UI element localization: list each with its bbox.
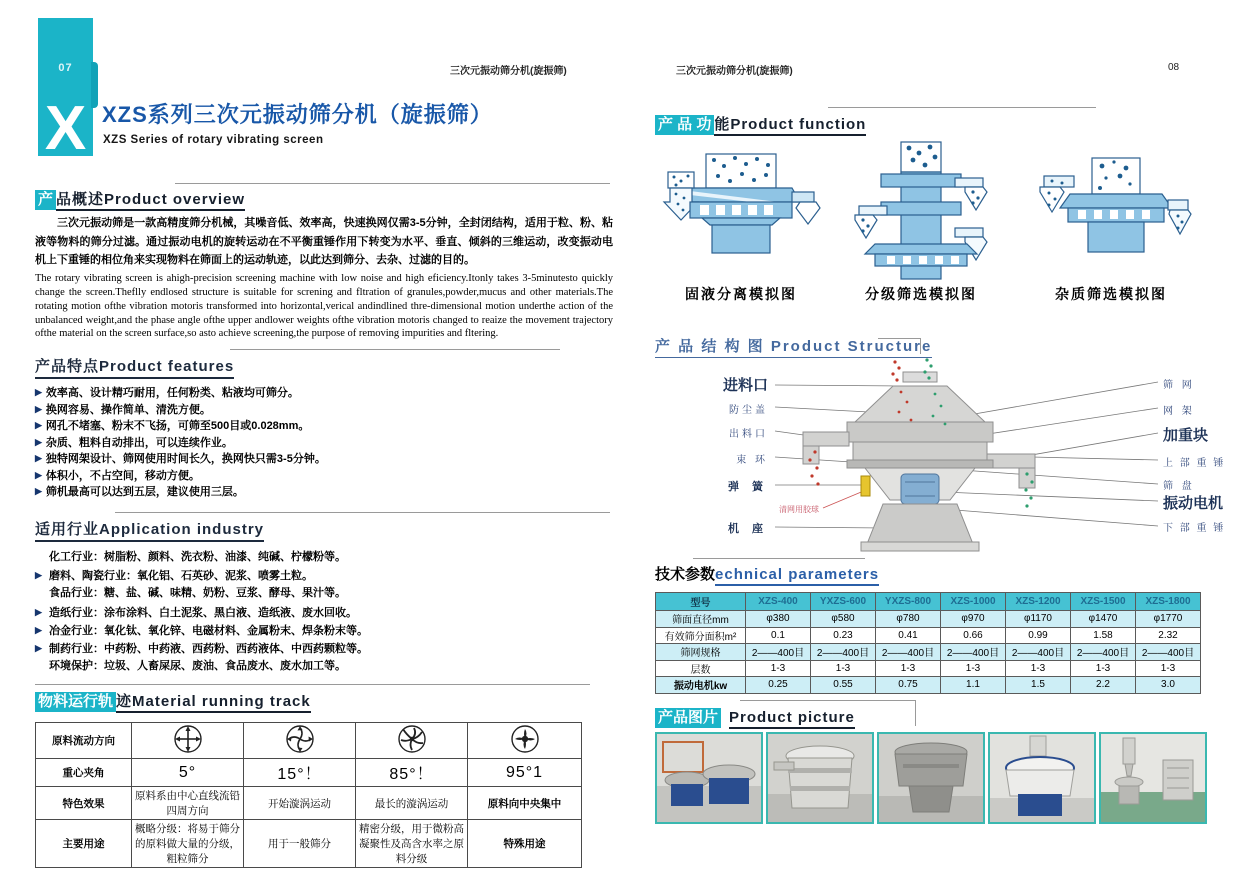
industry-item: ▶ 磨料、陶瓷行业：氧化铝、石英砂、泥浆、喷雾土粒。 [35, 566, 368, 584]
industry-item: 环境保护：垃圾、人畜屎尿、废油、食品废水、废水加工等。 [49, 660, 346, 673]
table-row: 原料流动方向 [36, 723, 582, 759]
table-row: 特色效果 原料系由中心直线流铅四周方向 开始漩涡运动 最长的漩涡运动 原料向中央集中 [36, 787, 582, 820]
industry-item: 食品行业：糖、盐、碱、味精、奶粉、豆浆、酵母、果汁等。 [49, 587, 346, 600]
structure-diagram [655, 358, 1226, 566]
feature-item: ▶ 筛机最高可以达到五层，建议使用三层。 [35, 486, 244, 498]
page-number-left: 07 [58, 62, 73, 74]
diagram-caption: 分级筛选模拟图 [865, 286, 977, 302]
triangle-bullet-icon: ▶ [35, 642, 42, 653]
feature-item: ▶ 网孔不堵塞、粉末不飞扬，可筛至500目或0.028mm。 [35, 420, 310, 432]
triangle-bullet-icon: ▶ [35, 469, 42, 480]
product-photo [877, 732, 985, 824]
structure-label: 下 部 重 锤 [1163, 523, 1226, 534]
section-pictures-heading: 产品图片 Product picture [655, 706, 855, 727]
divider [175, 183, 610, 184]
divider [115, 512, 610, 513]
structure-label: 机 座 [727, 523, 768, 535]
structure-label: 弹 簧 [727, 481, 768, 493]
divider [230, 349, 560, 350]
table-row: 重心夹角 5° 15°！ 85°！ 95°1 [36, 759, 582, 787]
table-row: 有效筛分面积m² 0.1 0.23 0.41 0.66 0.99 1.58 2.32 [656, 627, 1201, 644]
section-industry-heading: 适用行业Application industry [35, 518, 264, 542]
product-photo [988, 732, 1096, 824]
industry-item: ▶ 造纸行业：涂布涂料、白土泥浆、黑白液、造纸液、废水回收。 [35, 603, 368, 621]
divider [740, 700, 915, 701]
structure-label: 束 环 [736, 455, 768, 466]
technical-parameters-table [655, 592, 1201, 694]
product-photo [766, 732, 874, 824]
structure-red-note: 清网用胶球 [779, 505, 819, 514]
structure-label: 筛 盘 [1163, 481, 1195, 492]
heading-highlight: 产 品 功 [655, 115, 714, 135]
heading-en: echnical parameters [715, 566, 879, 586]
solid-liquid-separation-diagram [660, 146, 822, 274]
section-overview-heading: 产 品概述Product overview [35, 188, 245, 209]
structure-label: 筛 网 [1163, 380, 1195, 391]
triangle-bullet-icon: ▶ [35, 436, 42, 447]
running-head-right: 三次元振动筛分机(旋振筛) [676, 66, 793, 77]
heading-highlight: 产品图片 [655, 708, 721, 728]
table-row: 筛面直径mm φ380 φ580 φ780 φ970 φ1170 φ1470 φ1770 [656, 611, 1201, 628]
running-head-left: 三次元振动筛分机(旋振筛) [450, 66, 567, 77]
heading-highlight: 产 [35, 190, 56, 210]
brand-block [38, 18, 93, 163]
feature-item: ▶ 独特网架设计、筛网使用时间长久，换网快只需3-5分钟。 [35, 453, 326, 465]
structure-label: 加重块 [1163, 427, 1209, 444]
table-row: 层数 1-3 1-3 1-3 1-3 1-3 1-3 1-3 [656, 660, 1201, 677]
overview-cn-paragraph: 三次元振动筛是一款高精度筛分机械，其噪音低、效率高，快速换网仅需3-5分钟，全封闭结构，适用于粒、粉、粘液等物料的筛分过滤。通过振动电机的旋转运动在不平衡重锤作用下转变为水平、垂直、倾斜的三维运动，改变振动电机上下重锤的相位角来实现物料在筛面上的运动轨迹，以此达到筛分、去杂、过滤的目的。 [35, 217, 613, 267]
product-photo [1099, 732, 1207, 824]
section-features-heading: 产品特点Product features [35, 355, 234, 379]
triangle-bullet-icon: ▶ [35, 624, 42, 635]
feature-item: ▶ 效率高、设计精巧耐用，任何粉类、粘液均可筛分。 [35, 387, 299, 399]
structure-label: 振动电机 [1163, 495, 1224, 512]
table-row: 主要用途 概略分级：将易于筛分的原料做大量的分级，粗粒筛分 用于一般筛分 精密分级，用于微粉高凝聚性及高含水率之原料分级 特殊用途 [36, 820, 582, 868]
product-photo [655, 732, 763, 824]
swirl-center-icon [510, 724, 540, 754]
heading-bracket [878, 338, 921, 354]
triangle-bullet-icon: ▶ [35, 570, 42, 581]
triangle-bullet-icon: ▶ [35, 387, 42, 397]
diagram-caption: 杂质筛选模拟图 [1055, 286, 1167, 302]
swirl-6-icon [397, 724, 427, 754]
triangle-bullet-icon: ▶ [35, 606, 42, 617]
table-row: 振动电机kw 0.25 0.55 0.75 1.1 1.5 2.2 3.0 [656, 677, 1201, 694]
page-number-right: 08 [1168, 62, 1180, 73]
divider-tick [915, 700, 916, 726]
brand-tab [91, 62, 98, 108]
structure-label: 网 架 [1163, 406, 1195, 417]
structure-label: 出料口 [729, 429, 768, 440]
section-function-heading: 产 品 功 能Product function [655, 113, 866, 134]
feature-item: ▶ 换网容易、操作简单、清洗方便。 [35, 403, 211, 416]
page-subtitle: XZS Series of rotary vibrating screen [103, 134, 324, 146]
table-row: 筛网规格 2——400目 2——400目 2——400目 2——400目 2——400目 2——400目 2——400目 [656, 644, 1201, 661]
impurity-screening-diagram [1030, 152, 1192, 272]
industry-list [35, 548, 368, 675]
triangle-bullet-icon: ▶ [35, 420, 42, 430]
triangle-bullet-icon: ▶ [35, 486, 42, 496]
section-track-heading: 物料运行轨 迹Material running track [35, 690, 311, 711]
page-title: XZS系列三次元振动筛分机（旋振筛） [102, 102, 493, 127]
cross-arrows-icon [173, 724, 203, 754]
swirl-4-icon [285, 724, 315, 754]
industry-item: 化工行业：树脂粉、颜料、洗衣粉、油漆、纯碱、柠檬粉等。 [49, 551, 346, 563]
feature-item: ▶ 体积小，不占空间，移动方便。 [35, 469, 200, 482]
industry-item: ▶ 制药行业：中药粉、中药液、西药粉、西药液体、中西药颗粒等。 [35, 639, 368, 657]
diagram-caption: 固液分离模拟图 [685, 286, 797, 302]
section-parameters-heading [655, 563, 879, 584]
feature-item: ▶ 杂质、粗料自动排出，可以连续作业。 [35, 436, 233, 449]
divider [693, 558, 865, 559]
structure-label: 上 部 重 锤 [1163, 458, 1226, 469]
heading-highlight: 物料运行轨 [35, 692, 116, 712]
table-header-row: 型号 XZS-400 YXZS-600 YXZS-800 XZS-1000 XZS-1200 XZS-1500 XZS-1800 [656, 593, 1201, 611]
industry-item: ▶ 冶金行业：氧化钛、氧化锌、电磁材料、金属粉末、焊条粉末等。 [35, 621, 368, 639]
overview-en-paragraph: The rotary vibrating screen is ahigh-precision screening machine with low noise and high eficiency.Itonly takes 3-5minutesto quickly change the screen.Theflly endlosed structure is suitable for screning and fltration of granules,powder,mucus and other materials.The rotating motion ofthe vibration motoris transformed into horizontal,verical andindlined thre-dimensional motion underthe action of the unbalanced weight,and the phase angle ofthe upper andlower weights ofthe vibration motoris changed to reaize the movement trajectory ofthe material on the screen surface,so asto achieve screening,the purpose of removing impurities and fltering. [35, 273, 613, 340]
material-track-table [35, 722, 582, 868]
grading-screening-diagram [845, 140, 997, 280]
divider [828, 107, 1096, 108]
divider [35, 684, 590, 685]
structure-label: 进料口 [722, 377, 768, 394]
features-list [35, 384, 326, 500]
brand-letter: X [44, 94, 87, 163]
structure-label: 防尘盖 [729, 405, 768, 416]
heading-cn: 技术参数 [655, 566, 716, 583]
section-structure-heading: 产 品 结 构 图 Product Structure [655, 335, 932, 358]
triangle-bullet-icon: ▶ [35, 453, 42, 463]
triangle-bullet-icon: ▶ [35, 403, 42, 414]
